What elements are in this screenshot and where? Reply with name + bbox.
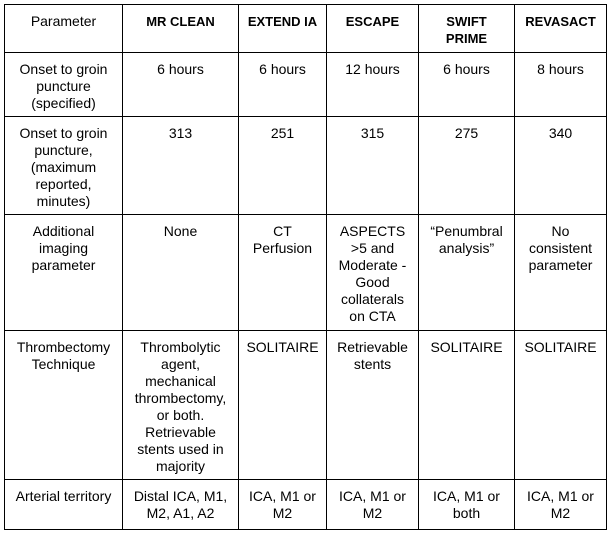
table-row: [5, 331, 607, 480]
table-row: [5, 215, 607, 331]
table-row: [5, 480, 607, 530]
table-cell: None: [123, 215, 239, 331]
table-cell: Retrievable stents: [327, 331, 419, 480]
row-label-onset-maximum: Onset to groin puncture, (maximum reported, minutes): [5, 117, 123, 215]
row-label-arterial-territory: Arterial territory: [5, 480, 123, 530]
row-label-technique: Thrombectomy Technique: [5, 331, 123, 480]
table-cell: ICA, M1 or both: [419, 480, 515, 530]
table-cell: No consistent parameter: [515, 215, 607, 331]
table-cell: ICA, M1 or M2: [515, 480, 607, 530]
table-cell: 313: [123, 117, 239, 215]
row-label-imaging: Additional imaging parameter: [5, 215, 123, 331]
table-cell: SOLITAIRE: [419, 331, 515, 480]
table-header-row: [5, 5, 607, 53]
table-cell: 8 hours: [515, 53, 607, 117]
header-mr-clean: MR CLEAN: [123, 5, 239, 53]
table-cell: 275: [419, 117, 515, 215]
table-cell: ICA, M1 or M2: [327, 480, 419, 530]
table-cell: CT Perfusion: [239, 215, 327, 331]
table-cell: Distal ICA, M1, M2, A1, A2: [123, 480, 239, 530]
table-cell: 340: [515, 117, 607, 215]
header-swift-prime: SWIFT PRIME: [419, 5, 515, 53]
table-cell: 6 hours: [419, 53, 515, 117]
table-cell: SOLITAIRE: [239, 331, 327, 480]
trial-comparison-table: [4, 4, 607, 530]
table-row: [5, 117, 607, 215]
table-cell: Thrombolytic agent, mechanical thrombectomy, or both. Retrievable stents used in majority: [123, 331, 239, 480]
table-row: [5, 53, 607, 117]
table-cell: ASPECTS >5 and Moderate - Good collaterals on CTA: [327, 215, 419, 331]
row-label-onset-specified: Onset to groin puncture (specified): [5, 53, 123, 117]
table-cell: 6 hours: [123, 53, 239, 117]
header-escape: ESCAPE: [327, 5, 419, 53]
header-extend-ia: EXTEND IA: [239, 5, 327, 53]
table-cell: ICA, M1 or M2: [239, 480, 327, 530]
table-cell: 251: [239, 117, 327, 215]
table-cell: 315: [327, 117, 419, 215]
header-parameter: Parameter: [5, 5, 123, 53]
table-cell: “Penumbral analysis”: [419, 215, 515, 331]
table-cell: 6 hours: [239, 53, 327, 117]
table-cell: 12 hours: [327, 53, 419, 117]
table-cell: SOLITAIRE: [515, 331, 607, 480]
header-revasact: REVASACT: [515, 5, 607, 53]
